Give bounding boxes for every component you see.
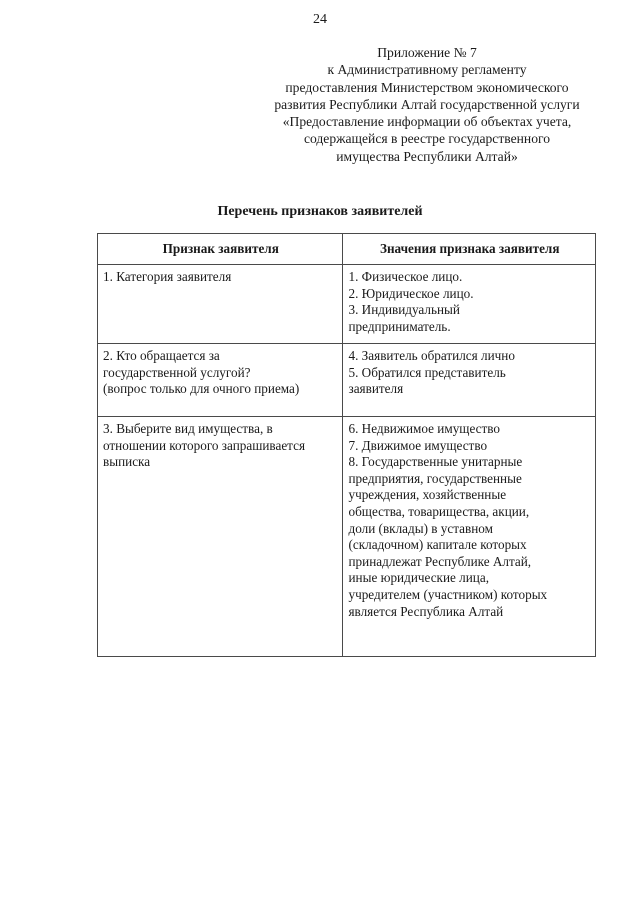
column-header-values: Значения признака заявителя	[343, 234, 596, 265]
values-cell	[343, 265, 596, 344]
cell-line: иные юридические лица,	[348, 570, 490, 586]
cell-line: заявителя	[348, 381, 404, 397]
cell-line: доли (вклады) в уставном	[348, 520, 493, 536]
table-header-row	[98, 234, 596, 265]
appendix-line: развития Республики Алтай государственной услуги	[274, 96, 580, 112]
appendix-header	[248, 44, 606, 165]
cell-line: предприниматель.	[348, 318, 451, 334]
cell-line: 3. Индивидуальный	[348, 302, 460, 318]
values-cell	[343, 344, 596, 417]
cell-line: 6. Недвижимое имущество	[348, 421, 500, 436]
cell-line: 2. Юридическое лицо.	[348, 285, 474, 301]
cell-line: учреждения, хозяйственные	[348, 487, 507, 503]
appendix-line: предоставления Министерством экономического	[285, 79, 569, 95]
table-row	[98, 417, 596, 657]
cell-line: 4. Заявитель обратился лично	[348, 348, 515, 363]
appendix-line: Приложение № 7	[377, 45, 477, 60]
values-cell	[343, 417, 596, 657]
cell-line: 3. Выберите вид имущества, в	[103, 421, 273, 436]
cell-line: общества, товарищества, акции,	[348, 503, 530, 519]
appendix-line: содержащейся в реестре государственного	[303, 131, 551, 147]
table-row	[98, 265, 596, 344]
cell-line: является Республика Алтай	[348, 603, 504, 619]
cell-line: государственной услугой?	[103, 364, 251, 380]
cell-line: 2. Кто обращается за	[103, 348, 220, 363]
cell-line: 5. Обратился представитель	[348, 364, 506, 380]
table-row	[98, 344, 596, 417]
appendix-line: «Предоставление информации об объектах учета,	[282, 114, 572, 130]
appendix-line: к Административному регламенту	[327, 62, 527, 78]
cell-line: 7. Движимое имущество	[348, 437, 488, 453]
cell-line: (складочном) капитале которых	[348, 537, 527, 553]
cell-line: учредителем (участником) которых	[348, 586, 548, 602]
cell-line: 1. Физическое лицо.	[348, 269, 463, 284]
cell-line: (вопрос только для очного приема)	[103, 381, 300, 397]
cell-line: 1. Категория заявителя	[103, 269, 232, 284]
document-title: Перечень признаков заявителей	[217, 204, 423, 219]
appendix-line: имущества Республики Алтай»	[336, 148, 518, 164]
sign-cell	[98, 344, 343, 417]
column-header-sign: Признак заявителя	[98, 234, 343, 265]
cell-line: принадлежат Республике Алтай,	[348, 553, 532, 569]
cell-line: отношении которого запрашивается	[103, 437, 306, 453]
page-number: 24	[313, 12, 327, 27]
sign-cell	[98, 417, 343, 657]
applicant-signs-table	[97, 233, 596, 657]
cell-line: предприятия, государственные	[348, 470, 522, 486]
cell-line: 8. Государственные унитарные	[348, 454, 523, 470]
sign-cell	[98, 265, 343, 344]
cell-line: выписка	[103, 454, 151, 470]
